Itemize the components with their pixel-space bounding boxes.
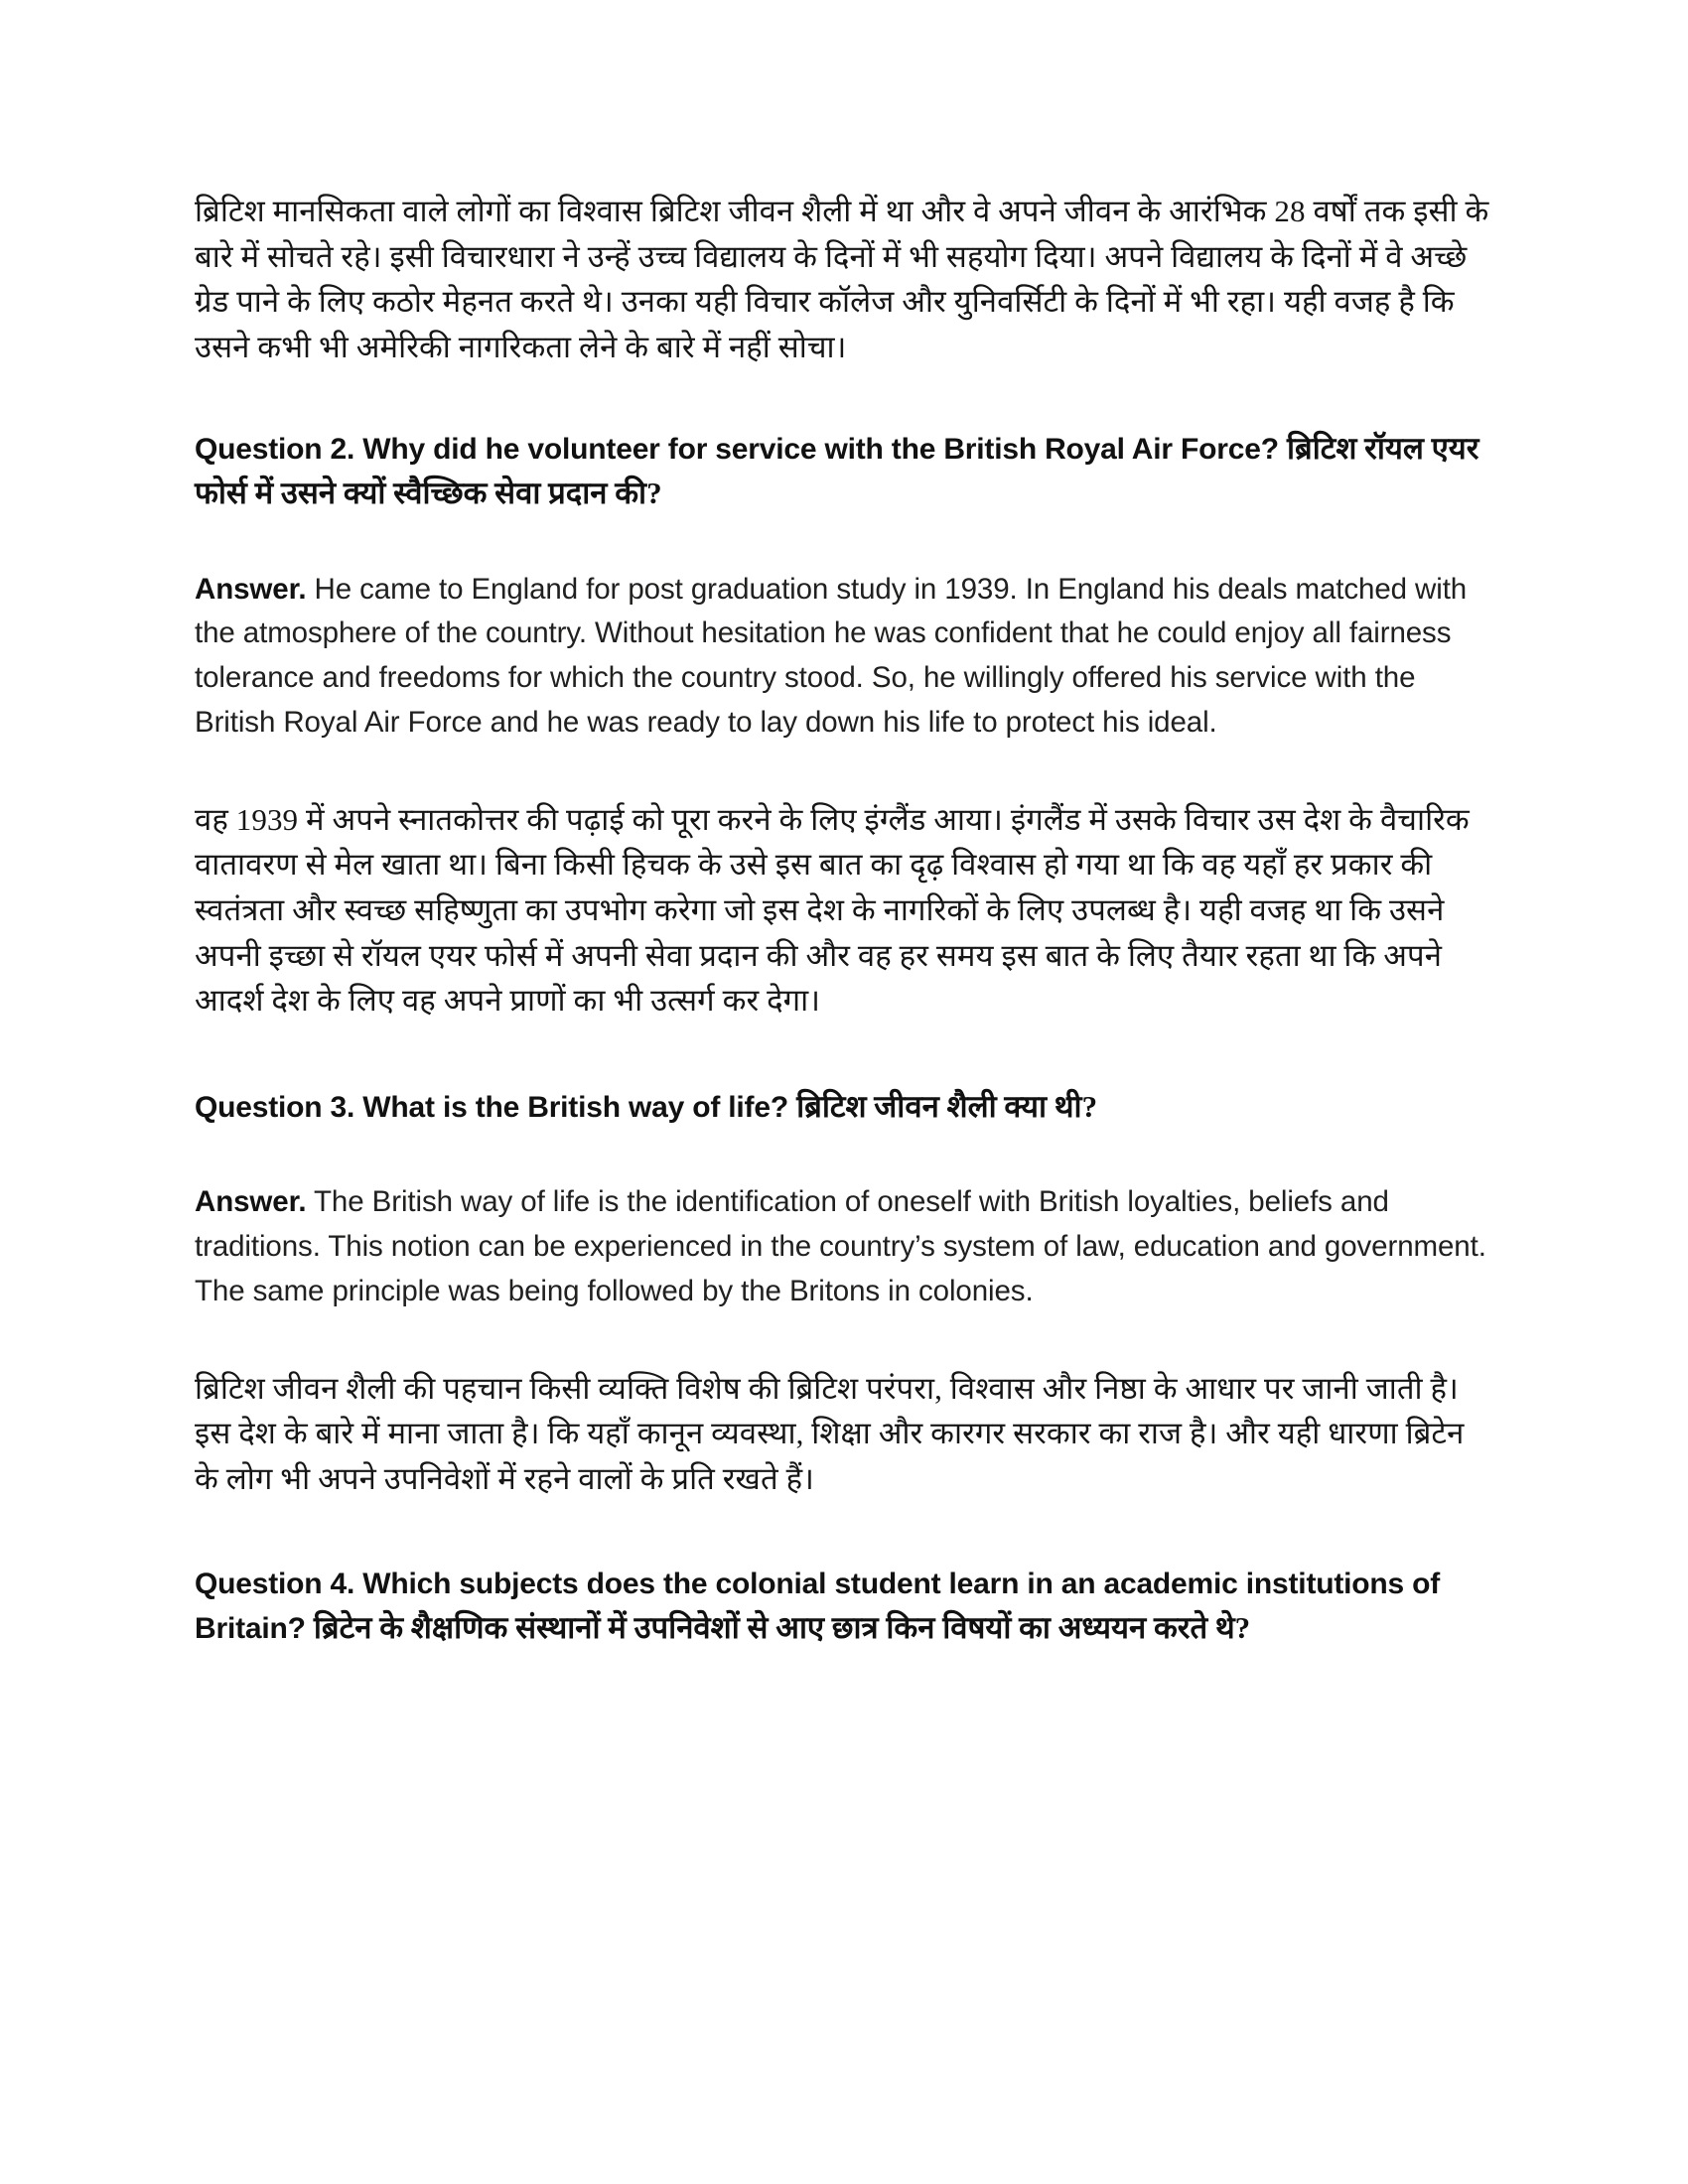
spacer [195,746,1495,797]
question-2-english: Question 2. Why did he volunteer for service with the British Royal Air Force? [195,433,1279,467]
question-3-hindi: ब्रिटिश जीवन शैली क्या थी? [796,1088,1098,1124]
question-4-heading [195,1563,1495,1650]
answer-2-hindi-paragraph: वह 1939 में अपने स्नातकोत्तर की पढ़ाई को पूरा करने के लिए इंग्लैंड आया। इंगलैंड में उसके विचार उस देश के वैचारिक वातावरण से मेल खाता था। बिना किसी हिचक के उसे इस बात का दृढ़ विश्वास हो गया था कि वह यहाँ हर प्रकार की स्वतंत्रता और स्वच्छ सहिष्णुता का उपभोग करेगा जो इस देश के नागरिकों के लिए उपलब्ध है। यही वजह था कि उसने अपनी इच्छा से रॉयल एयर फोर्स में अपनी सेवा प्रदान की और वह हर समय इस बात के लिए तैयार रहता था कि अपने आदर्श देश के लिए वह अपने प्राणों का भी उत्सर्ग कर देगा। [195,801,1470,1019]
answer-3-english-text: The British way of life is the identification of oneself with British loyalties, beliefs and traditions. This notion can be experienced in the country’s system of law, education and government. The same principle was being followed by the Britons in colonies. [195,1185,1486,1307]
spacer [195,516,1495,568]
document-content [195,189,1495,1650]
question-3-english: Question 3. What is the British way of life? [195,1090,788,1124]
question-2-hindi: ब्रिटिश रॉयल एयर फोर्स में उसने क्यों स्वैच्छिक सेवा प्रदान की? [195,431,1479,510]
question-2-heading [195,427,1495,515]
answer-2-english-text: He came to England for post graduation study in 1939. In England his deals matched with the atmosphere of the country. Without hesitation he was confident that he could enjoy all fairness tolerance and freedoms for which the country stood. So, he willingly offered his service with the British Royal Air Force and he was ready to lay down his life to protect his ideal. [195,572,1468,739]
answer-2-label: Answer. [195,572,307,606]
intro-hindi-paragraph: ब्रिटिश मानसिकता वाले लोगों का विश्वास ब्रिटिश जीवन शैली में था और वे अपने जीवन के आरंभिक 28 वर्षों तक इसी के बारे में सोचते रहे। इसी विचारधारा ने उन्हें उच्च विद्यालय के दिनों में भी सहयोग दिया। अपने विद्यालय के दिनों में वे अच्छे ग्रेड पाने के लिए कठोर मेहनत करते थे। उनका यही विचार कॉलेज और युनिवर्सिटी के दिनों में भी रहा। यही वजह है कि उसने कभी भी अमेरिकी नागरिकता लेने के बारे में नहीं सोचा। [195,194,1489,364]
answer-3-label: Answer. [195,1185,307,1219]
answer-2-english-paragraph [195,568,1495,746]
spacer [195,1024,1495,1085]
spacer [195,369,1495,427]
spacer [195,1501,1495,1563]
question-4-english: Question 4. Which subjects does the colonial student learn in an academic institutions of Britain? [195,1568,1441,1645]
spacer [195,1314,1495,1366]
question-3-heading [195,1085,1495,1130]
question-4-hindi: ब्रिटेन के शैक्षणिक संस्थानों में उपनिवेशों से आए छात्र किन विषयों का अध्ययन करते थे? [313,1609,1251,1645]
answer-3-hindi-paragraph: ब्रिटिश जीवन शैली की पहचान किसी व्यक्ति विशेष की ब्रिटिश परंपरा, विश्वास और निष्ठा के आधार पर जानी जाती है। इस देश के बारे में माना जाता है। कि यहाँ कानून व्यवस्था, शिक्षा और कारगर सरकार का राज है। और यही धारणा ब्रिटेन के लोग भी अपने उपनिवेशों में रहने वालों के प्रति रखते हैं। [195,1370,1465,1496]
spacer [195,1129,1495,1180]
answer-3-english-paragraph [195,1180,1495,1313]
